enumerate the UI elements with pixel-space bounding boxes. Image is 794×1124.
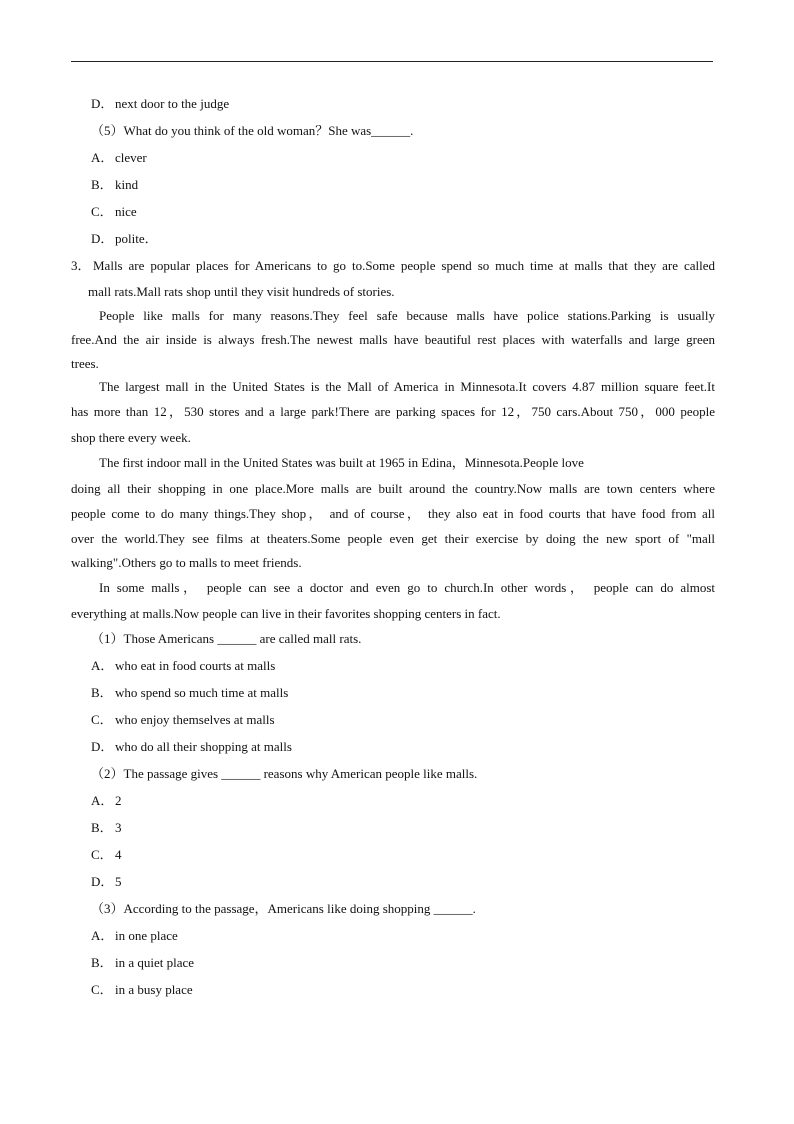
option-text: who enjoy themselves at malls (115, 712, 275, 727)
option-letter: A． (91, 658, 114, 673)
q2-option-a (91, 793, 122, 809)
q2-option-d (91, 874, 122, 890)
passage-line: over the world.They see films at theaters.Some people even get their exercise by doing the new sport of "mall (71, 531, 715, 546)
passage-line: trees. (71, 356, 99, 371)
option-text: 2 (115, 793, 122, 808)
option-letter: D． (91, 739, 114, 754)
passage-number: 3． (71, 258, 91, 273)
header-rule (71, 61, 713, 62)
q2-option-c (91, 847, 122, 863)
q3-option-c (91, 982, 193, 998)
option-text: 5 (115, 874, 122, 889)
passage-line: The first indoor mall in the United States was built at 1965 in Edina，Minnesota.People love (99, 455, 584, 470)
option-text: nice (115, 204, 137, 219)
option-text: who spend so much time at malls (115, 685, 289, 700)
passage-line: The largest mall in the United States is the Mall of America in Minnesota.It covers 4.87 million square feet.It (99, 379, 715, 394)
option-letter: C． (91, 712, 113, 727)
passage-line: free.And the air inside is always fresh.The newest malls have beautiful rest places with waterfalls and large green (71, 332, 715, 347)
passage-line: everything at malls.Now people can live in their favorites shopping centers in fact. (71, 606, 501, 621)
passage-line: In some malls， people can see a doctor and even go to church.In other words， people can do almost (99, 580, 715, 595)
option-text: in one place (115, 928, 178, 943)
passage-line: shop there every week. (71, 430, 191, 445)
option-text: polite． (115, 231, 158, 246)
option-letter: C． (91, 204, 113, 219)
passage-line: mall rats.Mall rats shop until they visit hundreds of stories. (88, 284, 395, 299)
q3-option-b (91, 955, 194, 971)
passage-line: walking".Others go to malls to meet friends. (71, 555, 302, 570)
q5-option-d (91, 231, 158, 247)
q1-option-b (91, 685, 288, 701)
option-letter: A． (91, 928, 114, 943)
option-text: kind (115, 177, 139, 192)
passage-line: people come to do many things.They shop， and of course， they also eat in food courts that have food from all (71, 506, 715, 521)
option-text: clever (115, 150, 147, 165)
question-1-stem: （1）Those Americans ______ are called mall rats. (91, 631, 362, 646)
option-letter: D． (91, 96, 114, 111)
option-text: 4 (115, 847, 122, 862)
q1-option-a (91, 658, 275, 674)
question-5-stem: （5）What do you think of the old woman？She was______. (91, 123, 414, 138)
option-letter: B． (91, 955, 113, 970)
q3-option-a (91, 928, 178, 944)
q2-option-b (91, 820, 122, 836)
q5-option-c (91, 204, 137, 220)
question-2-stem: （2）The passage gives ______ reasons why American people like malls. (91, 766, 478, 781)
q1-option-c (91, 712, 275, 728)
option-text: in a busy place (115, 982, 193, 997)
option-letter: A． (91, 793, 114, 808)
option-text: 3 (115, 820, 122, 835)
option-letter: D． (91, 874, 114, 889)
option-text: in a quiet place (115, 955, 195, 970)
option-letter: B． (91, 177, 113, 192)
q5-option-b (91, 177, 138, 193)
passage-line: People like malls for many reasons.They feel safe because malls have police stations.Parking is usually (99, 308, 715, 323)
question-3-stem: （3）According to the passage，Americans like doing shopping ______. (91, 901, 476, 916)
option-d (91, 96, 229, 112)
option-text: who eat in food courts at malls (115, 658, 276, 673)
option-text: next door to the judge (115, 96, 230, 111)
option-letter: D． (91, 231, 114, 246)
q5-option-a (91, 150, 147, 166)
passage-line: has more than 12，530 stores and a large park!There are parking spaces for 12，750 cars.About 750，000 people (71, 404, 715, 419)
option-letter: B． (91, 685, 113, 700)
passage-line: Malls are popular places for Americans to go to.Some people spend so much time at malls that they are called (93, 258, 715, 273)
option-letter: A． (91, 150, 114, 165)
q1-option-d (91, 739, 292, 755)
option-text: who do all their shopping at malls (115, 739, 292, 754)
option-letter: C． (91, 847, 113, 862)
passage-line: doing all their shopping in one place.More malls are built around the country.Now malls are town centers where (71, 481, 715, 496)
option-letter: B． (91, 820, 113, 835)
option-letter: C． (91, 982, 113, 997)
